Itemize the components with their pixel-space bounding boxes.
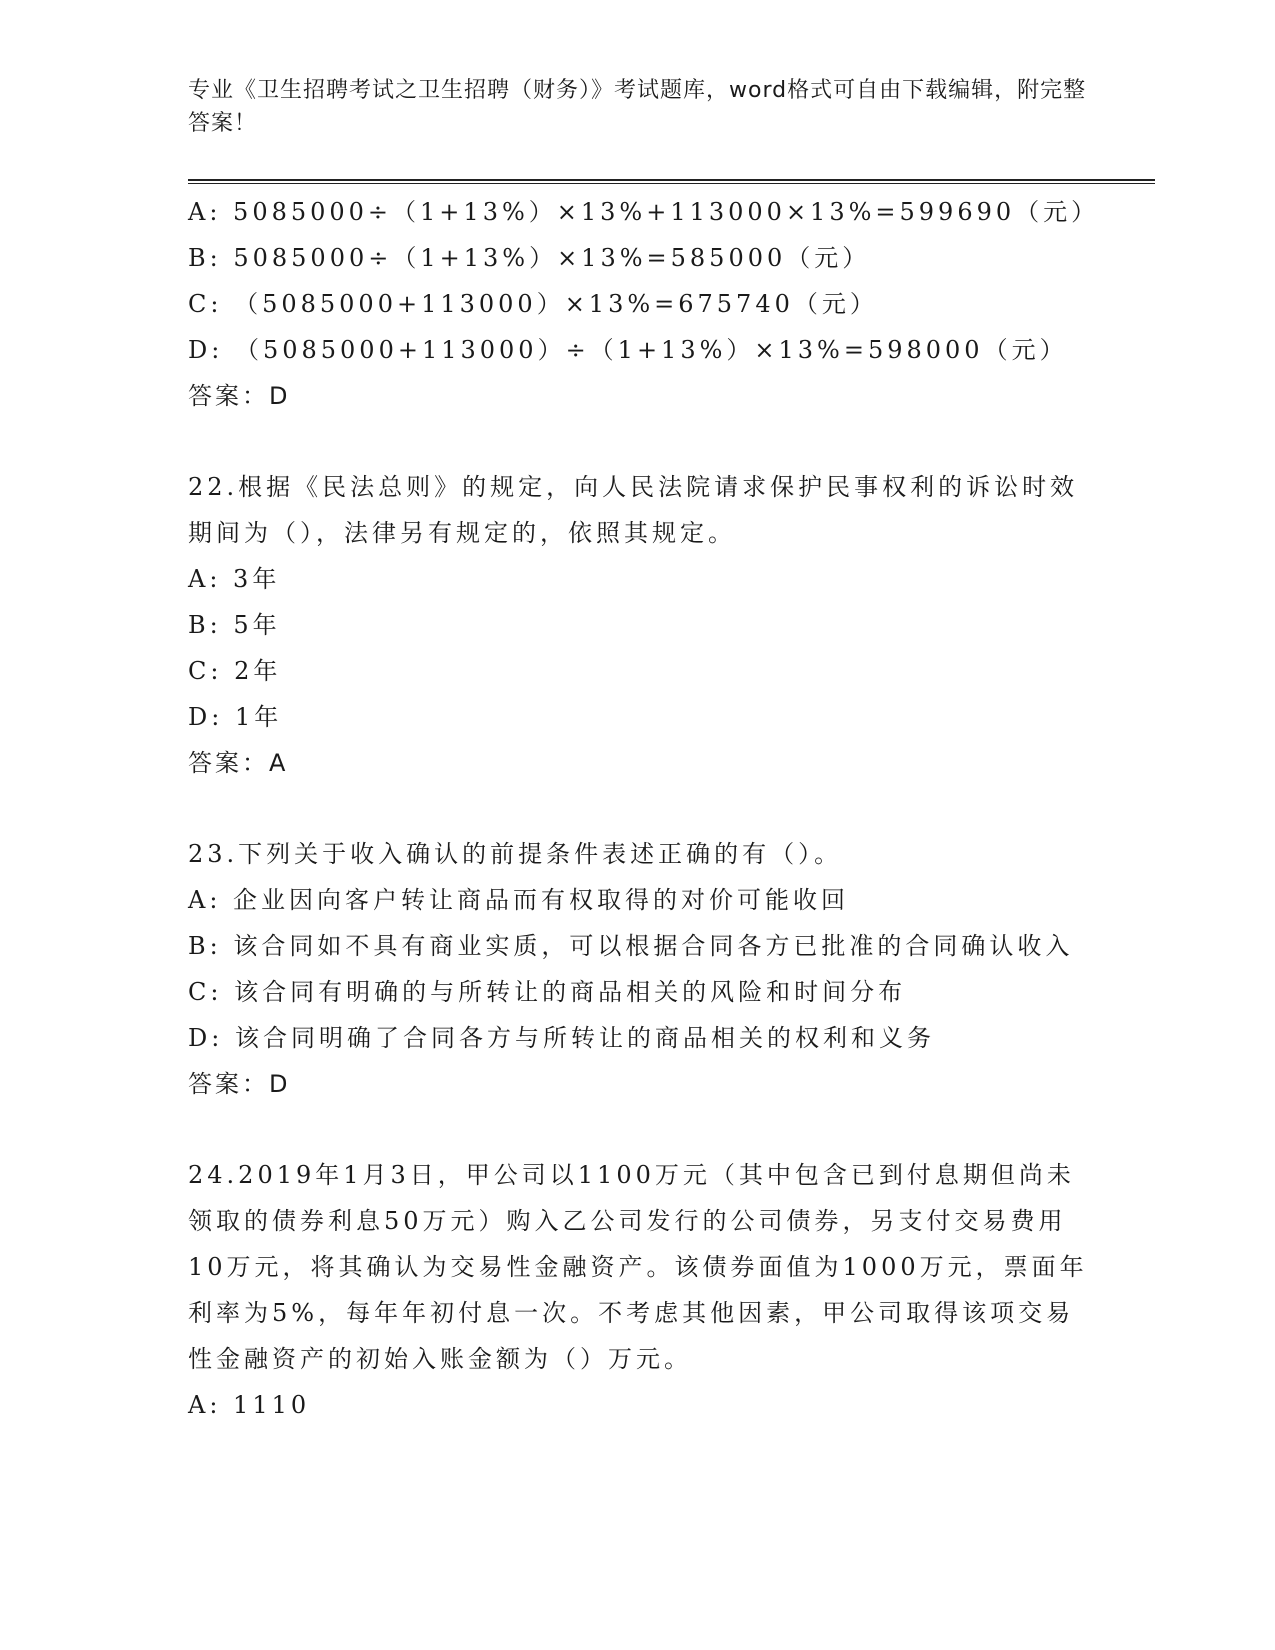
option-b: B: 5年 [188, 611, 281, 639]
option-c: C: 该合同有明确的与所转让的商品相关的风险和时间分布 [188, 978, 907, 1006]
question-21 [188, 189, 1100, 419]
header-intro-text: 专业《卫生招聘考试之卫生招聘（财务）》考试题库，word格式可自由下载编辑，附完整答案！ [188, 78, 1087, 136]
question-stem: 23.下列关于收入确认的前提条件表述正确的有（）。 [188, 840, 843, 868]
document-header [188, 74, 1088, 140]
answer-text: 答案：D [188, 1070, 291, 1098]
question-24 [188, 1152, 1088, 1428]
question-22 [188, 464, 1088, 786]
option-c: C: （5085000+113000）×13%=675740（元） [188, 290, 878, 318]
header-divider [188, 179, 1155, 181]
option-a: A: 企业因向客户转让商品而有权取得的对价可能收回 [188, 886, 850, 914]
answer-text: 答案：A [188, 749, 289, 777]
question-stem: 22.根据《民法总则》的规定，向人民法院请求保护民事权利的诉讼时效期间为（），法律另有规定的，依照其规定。 [188, 473, 1079, 547]
header-divider-thin [188, 183, 1155, 184]
option-d: D: （5085000+113000）÷（1+13%）×13%=598000（元） [188, 336, 1068, 364]
question-stem: 24.2019年1月3日，甲公司以1100万元（其中包含已到付息期但尚未领取的债券利息50万元）购入乙公司发行的公司债券，另支付交易费用10万元，将其确认为交易性金融资产。该债券面值为1000万元，票面年利率为5%，每年年初付息一次。不考虑其他因素，甲公司取得该项交易性金融资产的初始入账金额为（）万元。 [188, 1161, 1088, 1373]
option-b: B: 5085000÷（1+13%）×13%=585000（元） [188, 244, 871, 272]
option-d: D: 该合同明确了合同各方与所转让的商品相关的权利和义务 [188, 1024, 935, 1052]
option-c: C: 2年 [188, 657, 282, 685]
question-23 [188, 831, 1088, 1107]
option-b: B: 该合同如不具有商业实质，可以根据合同各方已批准的合同确认收入 [188, 932, 1074, 960]
option-a: A: 3年 [188, 565, 281, 593]
option-d: D: 1年 [188, 703, 283, 731]
answer-text: 答案：D [188, 382, 291, 410]
question-list [188, 189, 1100, 1428]
option-a: A: 5085000÷（1+13%）×13%+113000×13%=599690（元） [188, 198, 1100, 226]
option-a: A: 1110 [188, 1391, 311, 1419]
